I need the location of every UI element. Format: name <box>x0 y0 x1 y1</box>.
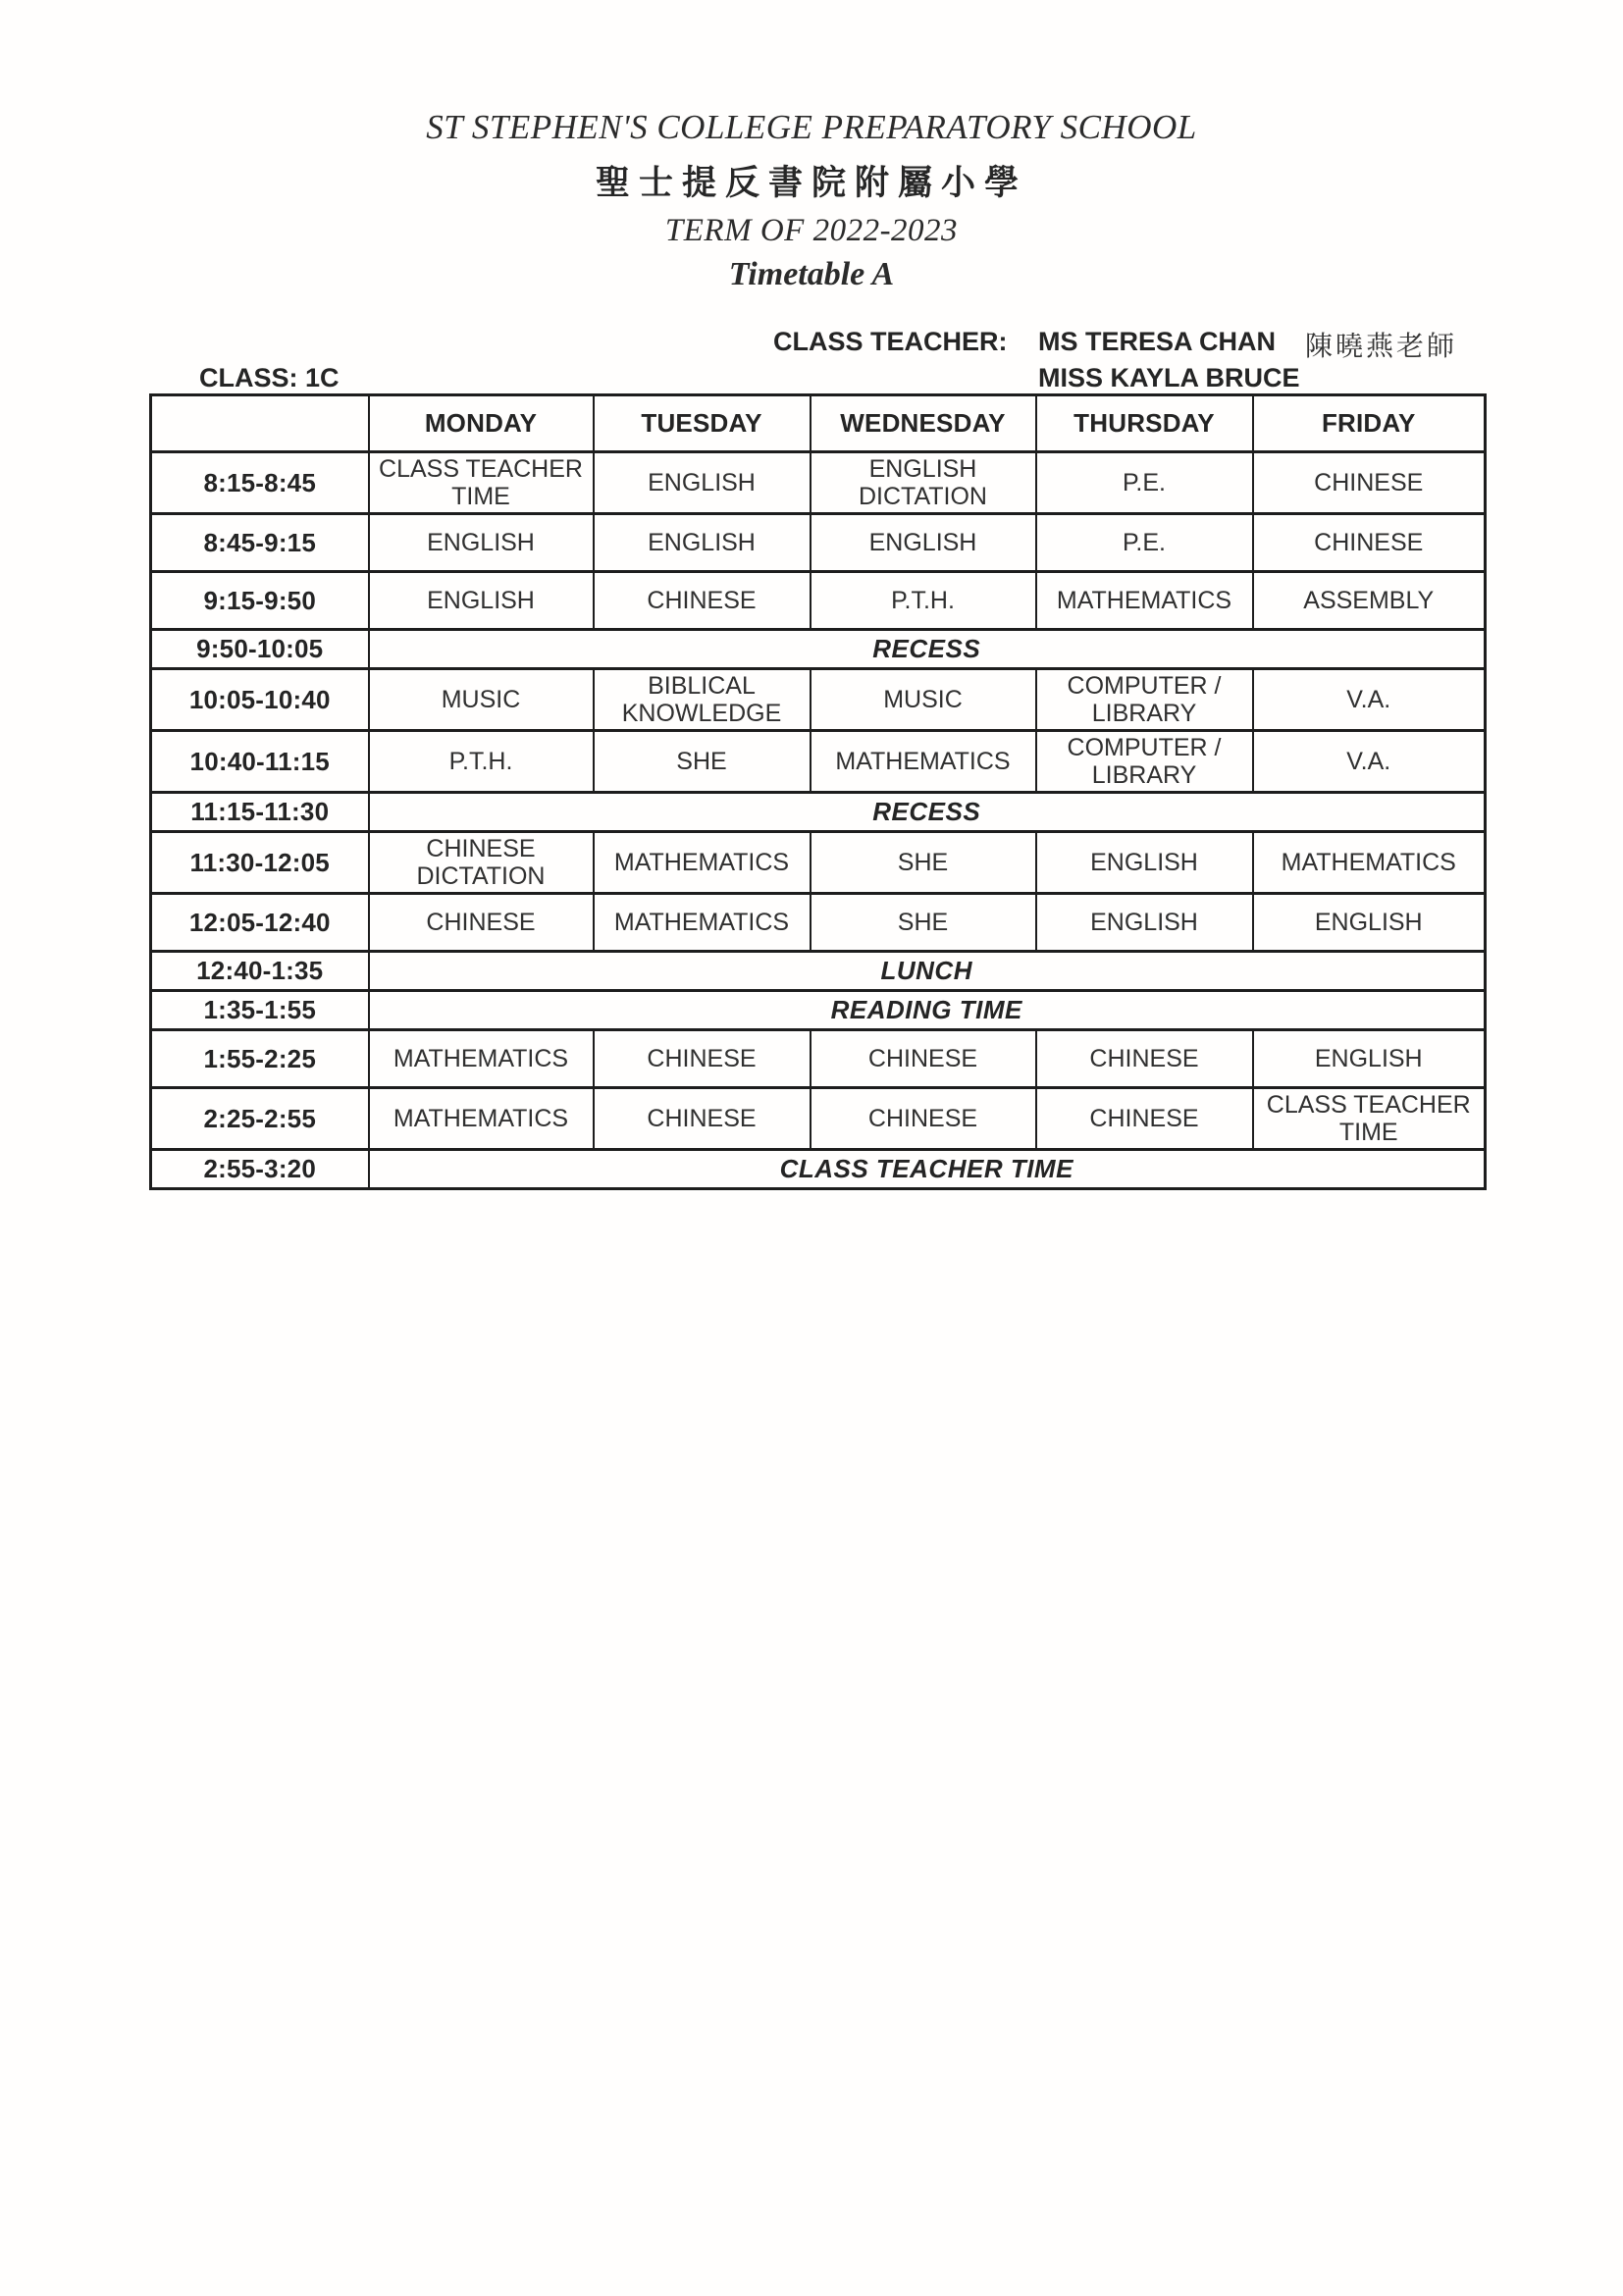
subject-cell: P.E. <box>1036 452 1253 514</box>
time-cell: 9:15-9:50 <box>151 572 369 630</box>
timetable-body <box>151 452 1486 1189</box>
subject-cell: ENGLISH <box>594 514 811 572</box>
class-teacher-name: MS TERESA CHAN <box>1038 327 1277 356</box>
time-cell: 2:55-3:20 <box>151 1150 369 1189</box>
day-header: MONDAY <box>369 395 594 452</box>
timetable-row <box>151 1150 1486 1189</box>
time-cell: 8:15-8:45 <box>151 452 369 514</box>
subject-cell: V.A. <box>1253 731 1486 793</box>
time-cell: 9:50-10:05 <box>151 630 369 669</box>
time-cell: 1:55-2:25 <box>151 1030 369 1088</box>
time-cell: 12:05-12:40 <box>151 894 369 952</box>
timetable-row <box>151 452 1486 514</box>
subject-cell: CHINESE <box>811 1030 1036 1088</box>
subject-cell: CLASS TEACHER TIME <box>369 452 594 514</box>
time-cell: 8:45-9:15 <box>151 514 369 572</box>
term-title: TERM OF 2022-2023 <box>664 213 959 248</box>
subject-cell: ENGLISH <box>369 514 594 572</box>
timetable-grid <box>149 393 1487 1190</box>
subject-cell: CHINESE <box>369 894 594 952</box>
subject-cell: BIBLICAL KNOWLEDGE <box>594 669 811 731</box>
subject-cell: MATHEMATICS <box>1036 572 1253 630</box>
subject-cell: MATHEMATICS <box>594 832 811 894</box>
period-label-cell: CLASS TEACHER TIME <box>369 1150 1486 1189</box>
class-label: CLASS: 1C <box>199 363 340 392</box>
subject-cell: CLASS TEACHER TIME <box>1253 1088 1486 1150</box>
day-header: FRIDAY <box>1253 395 1486 452</box>
subject-cell: SHE <box>811 832 1036 894</box>
day-header: WEDNESDAY <box>811 395 1036 452</box>
timetable-title: Timetable A <box>728 256 895 292</box>
time-cell: 10:05-10:40 <box>151 669 369 731</box>
timetable-row <box>151 630 1486 669</box>
subject-cell: ENGLISH <box>1253 1030 1486 1088</box>
timetable-row <box>151 952 1486 991</box>
time-cell: 12:40-1:35 <box>151 952 369 991</box>
subject-cell: CHINESE <box>594 1088 811 1150</box>
subject-cell: SHE <box>811 894 1036 952</box>
timetable-row <box>151 793 1486 832</box>
timetable-row <box>151 832 1486 894</box>
subject-cell: CHINESE <box>1253 514 1486 572</box>
subject-cell: MATHEMATICS <box>369 1088 594 1150</box>
time-cell: 11:15-11:30 <box>151 793 369 832</box>
day-header: THURSDAY <box>1036 395 1253 452</box>
timetable-row <box>151 731 1486 793</box>
subject-cell: CHINESE DICTATION <box>369 832 594 894</box>
subject-cell: MUSIC <box>811 669 1036 731</box>
school-name-english: ST STEPHEN'S COLLEGE PREPARATORY SCHOOL <box>426 108 1197 146</box>
class-teacher-name-chinese: 陳曉燕老師 <box>1305 330 1458 362</box>
time-cell: 11:30-12:05 <box>151 832 369 894</box>
school-name-chinese: 聖士提反書院附屬小學 <box>595 163 1027 203</box>
timetable-row <box>151 572 1486 630</box>
subject-cell: COMPUTER / LIBRARY <box>1036 669 1253 731</box>
subject-cell: CHINESE <box>594 1030 811 1088</box>
subject-cell: CHINESE <box>594 572 811 630</box>
period-label-cell: READING TIME <box>369 991 1486 1030</box>
subject-cell: MATHEMATICS <box>369 1030 594 1088</box>
subject-cell: CHINESE <box>1036 1088 1253 1150</box>
subject-cell: ENGLISH <box>811 514 1036 572</box>
timetable-row <box>151 514 1486 572</box>
timetable-row <box>151 669 1486 731</box>
title-block <box>0 108 1623 293</box>
subject-cell: ASSEMBLY <box>1253 572 1486 630</box>
day-header: TUESDAY <box>594 395 811 452</box>
subject-cell: COMPUTER / LIBRARY <box>1036 731 1253 793</box>
corner-cell <box>151 395 369 452</box>
subject-cell: ENGLISH DICTATION <box>811 452 1036 514</box>
timetable-row <box>151 894 1486 952</box>
timetable-header <box>151 395 1486 452</box>
subject-cell: ENGLISH <box>594 452 811 514</box>
subject-cell: SHE <box>594 731 811 793</box>
subject-cell: ENGLISH <box>1036 894 1253 952</box>
subject-cell: P.T.H. <box>369 731 594 793</box>
subject-cell: ENGLISH <box>1036 832 1253 894</box>
subject-cell: CHINESE <box>1253 452 1486 514</box>
timetable-row <box>151 1030 1486 1088</box>
timetable-row <box>151 991 1486 1030</box>
period-label-cell: LUNCH <box>369 952 1486 991</box>
subject-cell: MATHEMATICS <box>811 731 1036 793</box>
subject-cell: V.A. <box>1253 669 1486 731</box>
timetable-row <box>151 1088 1486 1150</box>
time-cell: 10:40-11:15 <box>151 731 369 793</box>
time-cell: 2:25-2:55 <box>151 1088 369 1150</box>
subject-cell: CHINESE <box>1036 1030 1253 1088</box>
assistant-teacher-name: MISS KAYLA BRUCE <box>1038 363 1300 392</box>
period-label-cell: RECESS <box>369 793 1486 832</box>
time-cell: 1:35-1:55 <box>151 991 369 1030</box>
subject-cell: MATHEMATICS <box>594 894 811 952</box>
subject-cell: MATHEMATICS <box>1253 832 1486 894</box>
period-label-cell: RECESS <box>369 630 1486 669</box>
subject-cell: P.T.H. <box>811 572 1036 630</box>
subject-cell: ENGLISH <box>1253 894 1486 952</box>
subject-cell: MUSIC <box>369 669 594 731</box>
subject-cell: P.E. <box>1036 514 1253 572</box>
class-teacher-label: CLASS TEACHER: <box>773 327 1008 356</box>
subject-cell: ENGLISH <box>369 572 594 630</box>
subject-cell: CHINESE <box>811 1088 1036 1150</box>
